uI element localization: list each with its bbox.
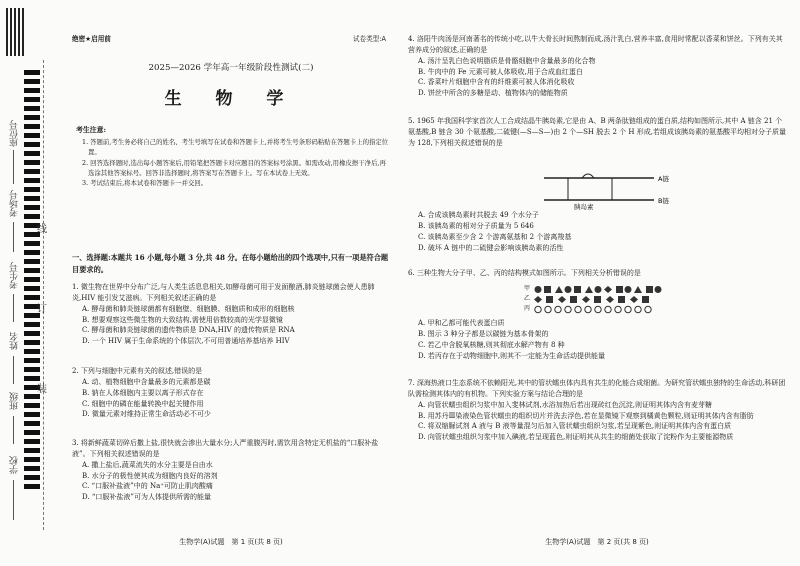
question-stem: 6. 三种生物大分子甲、乙、丙的结构模式如图所示。下列相关分析错误的是: [408, 269, 641, 277]
question-3: [72, 438, 394, 503]
option-c: C. 该胰岛素至少含 2 个游离氨基和 2 个游离羧基: [418, 232, 572, 241]
option-d: D. 微量元素对维持正常生命活动必不可少: [82, 410, 211, 419]
question-7: [408, 378, 786, 443]
option-d: D. 向管状蠕虫组织匀浆中加入碘液,若呈现蓝色,则证明其从共生的细菌处获取了淀粉作为主要能源物质: [418, 433, 734, 442]
option-b: B. 用苏丹Ⅲ染液染色管状蠕虫的组织切片并洗去浮色,若在显微镜下观察到橘黄色颗粒,则证明其体内含有脂肪: [418, 411, 754, 420]
option-d: D. 饼丝中所含的多糖是动、植物体内的储能物质: [418, 89, 568, 98]
cut-char-line: 线: [37, 224, 47, 235]
question-5: [408, 116, 786, 149]
option-c: C. 若乙中含脱氧核糖,则其彻底水解产物有 8 种: [418, 340, 565, 349]
exam-title: 2025—2026 学年高一年级阶段性测试(二): [148, 63, 314, 73]
exam-room-line: [13, 222, 14, 252]
question-4: [408, 34, 786, 99]
row-label: 丙: [524, 305, 531, 313]
row-label: 甲: [524, 285, 531, 293]
cut-line: [43, 60, 44, 530]
option-c: C. “口服补盐液”中的 Na⁺可防止肌肉酸痛: [82, 482, 213, 491]
insulin-label: 胰岛素: [574, 203, 594, 210]
note-item: 1. 答题前,考生务必将自己的姓名、考生号填写在试卷和答题卡上,并将考生号条形码粘贴在答题卡上的指定位置。: [82, 138, 389, 157]
barcode-strip: [24, 70, 40, 490]
option-a: A. 汤汁呈乳白色说明脂质是骨骼细胞中含量最多的化合物: [418, 56, 596, 65]
option-b: B. 钠在人体细胞内主要以离子形式存在: [82, 388, 204, 397]
option-b: B. 图示 3 种分子都是以碳链为基本骨架的: [418, 329, 549, 338]
note-item: 3. 考试结束后,将本试卷和答题卡一并交回。: [82, 179, 208, 188]
seat-number-line: [13, 150, 14, 184]
question-stem: 1. 微生物在世界中分布广泛,与人类生活息息相关,如酵母菌可用于发面酿酒,肺炎链球菌会使人患肺炎,HIV 能引发艾滋病。下列相关叙述正确的是: [72, 283, 375, 302]
row-label: 乙: [524, 295, 531, 303]
question-stem: 2. 下列与细胞中元素有关的叙述,错误的是: [72, 367, 203, 375]
exam-room-label: 考场号: [10, 190, 20, 217]
cut-char-pack: 装: [37, 384, 47, 395]
cut-char-bind: 订: [37, 304, 47, 315]
binding-strip: [0, 0, 66, 566]
question-stem: 4. 洛阳牛肉汤是河南著名的传统小吃,以牛大骨长时间熬制而成,汤汁乳白,营养丰富,食用时常配以香菜和饼丝。下列有关其营养成分的叙述,正确的是: [408, 35, 783, 54]
option-c: C. 香菜叶片细胞中含有的纤维素可被人体消化吸收: [418, 78, 575, 87]
page-footer: 生物学(A)试题 第 1 页(共 8 页): [179, 538, 283, 546]
option-a: A. 合成该胰岛素时共脱去 49 个水分子: [418, 211, 539, 219]
question-5-options: [408, 210, 786, 253]
chain-yi: [532, 295, 672, 304]
question-stem: 3. 将新鲜蔬菜切碎后撒上盐,很快就会渗出大量水分;人严重腹泻时,需饮用含特定无机盐的“口服补盐液”。下列相关叙述错误的是: [72, 439, 379, 458]
name-label: 姓名: [10, 332, 20, 350]
barcode-small: [6, 8, 24, 56]
option-d: D. “口服补盐液”可为人体提供所需的能量: [82, 493, 211, 502]
note-item: 2. 回答选择题时,选出每小题答案后,用铅笔把答题卡对应题目的答案标号涂黑。如需改动,用橡皮擦干净后,再选涂其他答案标号。回答非选择题时,将答案写在答题卡上。写在本试卷上无效。: [82, 158, 386, 177]
option-a: A. 动、植物细胞中含量最多的元素都是碳: [82, 377, 211, 386]
question-stem: 7. 深海热液口生态系统不依赖阳光,其中的管状蠕虫体内具有共生的化能合成细菌。为研究管状蠕虫独特的生命活动,科研团队需检测其体内的有机物。下列实验方案与结论合理的是: [408, 379, 786, 398]
option-a: A. 酵母菌和肺炎链球菌都有细胞壁、细胞膜、细胞质和成形的细胞核: [82, 304, 295, 313]
option-b: B. 该胰岛素的相对分子质量为 5 646: [418, 221, 534, 230]
question-6: [408, 268, 786, 279]
question-1: [72, 282, 394, 347]
question-stem: 5. 1965 年我国科学家首次人工合成结晶牛胰岛素,它是由 A、B 两条肽链组成的蛋白质,结构如图所示,其中 A 链含 21 个氨基酸,B 链含 30 个氨基酸,二硫键(—S—S—)由 2 个—SH 脱去 2 个 H 形成,若组成该胰岛素的氨基酸平均相对分子质量为 128,下列相关叙述错误的是: [408, 117, 786, 147]
option-c: C. 将双缩脲试剂 A 液与 B 液等量混匀后加入管状蠕虫组织匀浆,若呈现紫色,则证明其体内含有蛋白质: [418, 422, 732, 431]
option-b: B. 牛肉中的 Fe 元素可被人体吸收,用于合成血红蛋白: [418, 67, 583, 76]
seat-number-label: 座位号: [10, 120, 20, 147]
option-a: A. 撒上盐后,蔬菜流失的水分主要是自由水: [82, 460, 213, 469]
class-label: 班级: [10, 392, 20, 410]
insulin-figure: [534, 168, 684, 210]
option-b: B. 水分子的极性使其成为细胞内良好的溶剂: [82, 471, 218, 480]
option-a: A. 甲和乙都可能代表蛋白质: [418, 319, 505, 327]
notes-title: 考生注意:: [76, 126, 107, 134]
section-heading: 一、选择题:本题共 16 小题,每小题 3 分,共 48 分。在每小题给出的四个选项中,只有一项是符合题目要求的。: [72, 253, 389, 274]
option-d: D. 破坏 A 链中的二硫键会影响该胰岛素的活性: [418, 243, 564, 252]
class-line: [13, 416, 14, 444]
a-chain-label: A链: [658, 175, 669, 183]
chain-bing: [532, 305, 672, 314]
option-b: B. 想要观察这些微生物的大致结构,需使用倍数较高的光学显微镜: [82, 315, 283, 324]
macromolecule-figure: [524, 284, 672, 314]
chain-row-yi: [524, 294, 672, 304]
b-chain-label: B链: [658, 197, 669, 205]
option-c: C. 酵母菌和肺炎链球菌的遗传物质是 DNA,HIV 的遗传物质是 RNA: [82, 326, 295, 335]
option-d: D. 一个 HIV 属于生命系统的个体层次,不可用普通培养基培养 HIV: [82, 337, 290, 346]
question-2: [72, 366, 394, 420]
chain-jia: [532, 285, 672, 294]
chain-row-jia: [524, 284, 672, 294]
school-label: 学校: [10, 456, 20, 474]
school-line: [13, 480, 14, 520]
subject-title: 生 物 学: [164, 89, 298, 109]
option-c: C. 细胞中的磷在能量转换中起关键作用: [82, 399, 204, 408]
candidate-number-label: 考生号: [10, 262, 20, 289]
option-d: D. 若丙存在于动物细胞中,则其不一定能为生命活动提供能量: [418, 351, 606, 360]
candidate-number-line: [13, 294, 14, 322]
page-1: [66, 0, 396, 566]
page-footer: 生物学(A)试题 第 2 页(共 8 页): [545, 538, 649, 546]
secret-mark: 绝密★启用前: [72, 35, 111, 43]
name-line: [13, 356, 14, 384]
option-a: A. 向管状蠕虫组织匀浆中加入斐林试剂,水浴加热后若出现砖红色沉淀,则证明其体内含有麦芽糖: [418, 400, 712, 409]
paper-type: 试卷类型:A: [352, 35, 386, 43]
question-6-options: [408, 318, 786, 361]
candidate-notes: [76, 125, 392, 188]
page-2: [404, 0, 790, 566]
chain-row-bing: [524, 304, 672, 314]
